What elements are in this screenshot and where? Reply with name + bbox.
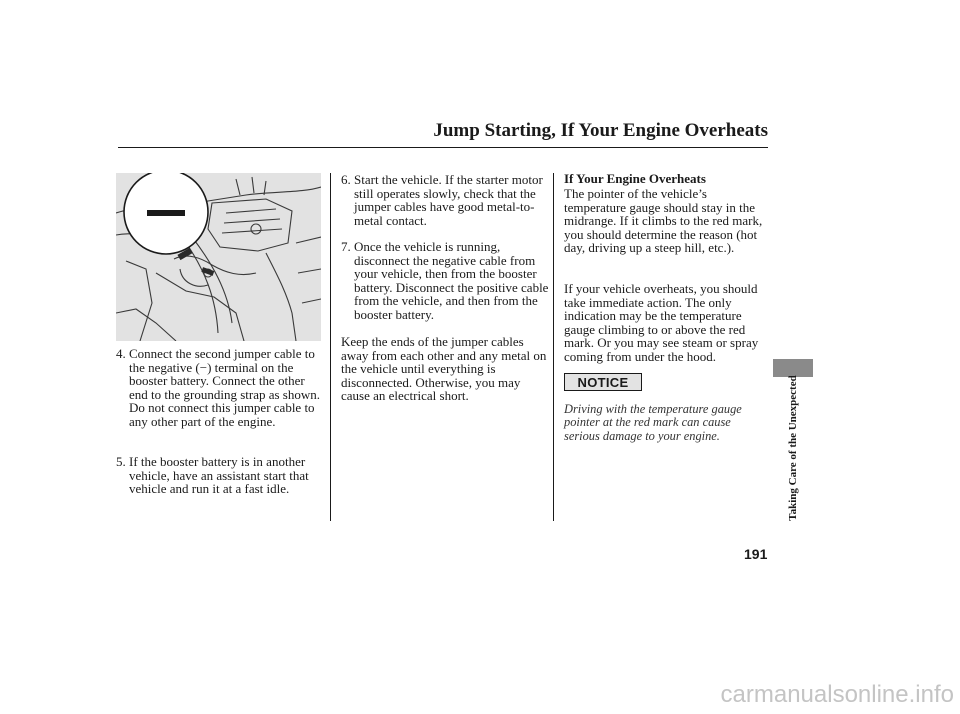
step-text: Once the vehicle is running, disconnect the negative cable from your vehicle, then from the booster battery. Disconnect the positive cable from the vehicle, and then from the booster battery. <box>354 239 549 322</box>
section-heading: If Your Engine Overheats <box>564 171 706 186</box>
page-title: Jump Starting, If Your Engine Overheats <box>433 120 768 141</box>
step-number: 5. <box>116 454 126 469</box>
list-item-step-7 <box>341 240 551 322</box>
notice-text: Driving with the temperature gauge pointer at the red mark can cause serious damage to your engine. <box>564 402 742 443</box>
section-side-label: Taking Care of the Unexpected <box>787 375 799 521</box>
header-rule <box>118 147 768 148</box>
column-divider-left <box>330 173 331 521</box>
step-text: Connect the second jumper cable to the negative (−) terminal on the booster battery. Connect the other end to the grounding strap as shown. Do not connect this jumper cable to any other part of the engine. <box>129 346 321 429</box>
engine-bay-drawing <box>116 173 321 341</box>
minus-sign-icon <box>147 210 185 216</box>
gauge-paragraph: The pointer of the vehicle’s temperature gauge should stay in the midrange. If it climbs to the red mark, you should determine the reason (hot day, driving up a steep hill, etc.). <box>564 186 763 256</box>
cable-caution-paragraph: Keep the ends of the jumper cables away from each other and any metal on the vehicle until everything is disconnected. Otherwise, you may cause an electrical short. <box>341 334 547 404</box>
list-item-step-4 <box>116 347 326 429</box>
column-divider-right <box>553 173 554 521</box>
watermark: carmanualsonline.info <box>720 681 954 708</box>
list-item-step-5 <box>116 455 326 496</box>
engine-bay-illustration <box>116 173 321 341</box>
notice-badge: NOTICE <box>564 373 642 391</box>
list-item-step-6 <box>341 173 551 227</box>
overheat-paragraph: If your vehicle overheats, you should take immediate action. The only indication may be the temperature gauge climbing to or above the red mark. Or you may see steam or spray coming from under the hood. <box>564 281 759 364</box>
step-number: 7. <box>341 239 351 254</box>
step-number: 4. <box>116 346 126 361</box>
step-text: Start the vehicle. If the starter motor still operates slowly, check that the jumper cables have good metal-to-metal contact. <box>354 172 543 228</box>
step-number: 6. <box>341 172 351 187</box>
page-number: 191 <box>744 546 768 562</box>
step-text: If the booster battery is in another vehicle, have an assistant start that vehicle and run it at a fast idle. <box>129 454 309 497</box>
